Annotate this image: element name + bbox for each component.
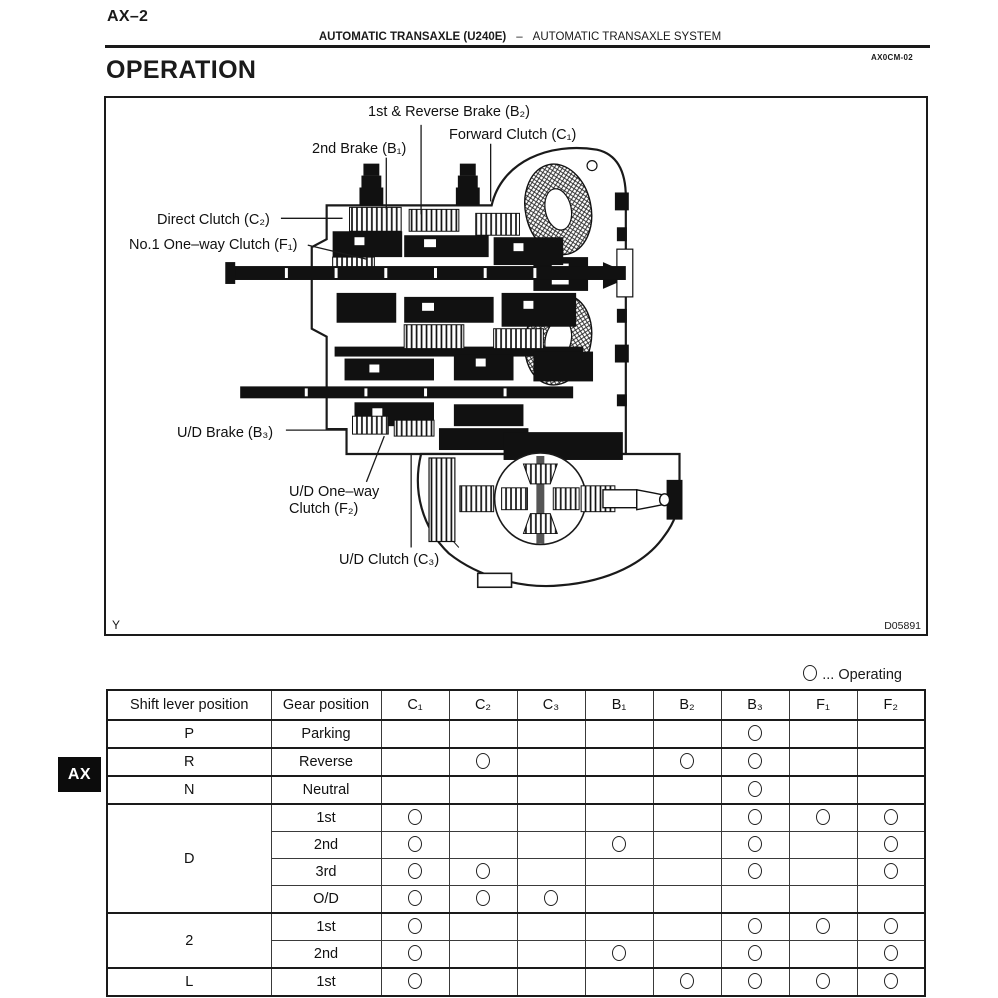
operating-cell (585, 776, 653, 804)
shift-lever-position-cell: P (107, 720, 271, 748)
gear-position-cell: Reverse (271, 748, 381, 776)
label-ud-clutch-c3: U/D Clutch (C₃) (339, 552, 440, 568)
operation-table (106, 689, 926, 997)
operating-cell (517, 720, 585, 748)
operating-circle (612, 945, 626, 961)
gear-position-cell: 1st (271, 913, 381, 941)
column-header: F₂ (857, 690, 925, 720)
header-rule (105, 45, 930, 48)
operating-cell (449, 886, 517, 914)
operating-circle (408, 945, 422, 961)
operating-cell (585, 941, 653, 969)
label-ud-one-way-clutch-f2-line2: Clutch (F₂) (289, 500, 359, 517)
operating-circle (612, 836, 626, 852)
gear-position-cell: 1st (271, 804, 381, 832)
figure-number: D05891 (884, 620, 921, 632)
gear-position-cell: 2nd (271, 941, 381, 969)
operating-circle (408, 918, 422, 934)
operating-circle (544, 890, 558, 906)
operating-cell (721, 968, 789, 996)
operating-circle (884, 809, 898, 825)
operating-circle (680, 753, 694, 769)
operating-cell (517, 832, 585, 859)
operating-cell (721, 748, 789, 776)
operating-cell (789, 804, 857, 832)
operating-cell (517, 913, 585, 941)
doc-code: AX0CM-02 (871, 53, 913, 62)
legend-text: ... Operating (822, 667, 902, 683)
shift-lever-position-cell: 2 (107, 913, 271, 968)
operating-circle (408, 973, 422, 989)
operating-cell (585, 832, 653, 859)
operating-circle (408, 863, 422, 879)
section-side-tab: AX (58, 757, 101, 792)
column-header: B₁ (585, 690, 653, 720)
column-header: C₃ (517, 690, 585, 720)
operating-cell (585, 804, 653, 832)
operating-cell (449, 913, 517, 941)
operating-cell (857, 886, 925, 914)
label-forward-clutch-c1: Forward Clutch (C₁) (449, 127, 577, 143)
operating-cell (585, 968, 653, 996)
operating-cell (517, 804, 585, 832)
gear-position-cell: 3rd (271, 859, 381, 886)
operating-circle (748, 836, 762, 852)
operating-circle (748, 945, 762, 961)
operating-cell (721, 941, 789, 969)
operating-cell (653, 913, 721, 941)
section-title: OPERATION (106, 56, 257, 84)
operating-cell (789, 941, 857, 969)
operating-circle (884, 945, 898, 961)
operating-cell (449, 968, 517, 996)
operating-circle (680, 973, 694, 989)
operating-circle (476, 890, 490, 906)
operating-circle (408, 809, 422, 825)
page-header (0, 31, 998, 43)
operating-circle (884, 863, 898, 879)
label-no1-one-way-clutch-f1: No.1 One–way Clutch (F₁) (129, 237, 298, 253)
operating-circle (476, 863, 490, 879)
operating-cell (653, 804, 721, 832)
column-header: Gear position (271, 690, 381, 720)
operating-cell (381, 913, 449, 941)
operating-cell (857, 913, 925, 941)
operating-circle (748, 781, 762, 797)
operating-cell (517, 748, 585, 776)
operating-cell (381, 859, 449, 886)
gear-position-cell: 2nd (271, 832, 381, 859)
operating-cell (653, 776, 721, 804)
figure-box (104, 96, 928, 636)
label-1st-reverse-brake-b2: 1st & Reverse Brake (B₂) (368, 104, 530, 120)
operating-cell (721, 720, 789, 748)
label-ud-one-way-clutch-f2 (289, 484, 379, 517)
operating-cell (857, 804, 925, 832)
operating-circle (884, 973, 898, 989)
operating-cell (585, 748, 653, 776)
operating-circle (816, 918, 830, 934)
operating-circle (884, 836, 898, 852)
operating-cell (449, 941, 517, 969)
operating-circle (884, 918, 898, 934)
operating-cell (517, 941, 585, 969)
operating-circle (748, 863, 762, 879)
operating-cell (789, 886, 857, 914)
operating-cell (449, 748, 517, 776)
shift-lever-position-cell: L (107, 968, 271, 996)
operating-cell (857, 832, 925, 859)
header-dash: – (516, 31, 523, 43)
operating-cell (449, 776, 517, 804)
label-ud-brake-b3: U/D Brake (B₃) (177, 425, 274, 441)
operating-cell (721, 886, 789, 914)
operating-cell (381, 886, 449, 914)
operating-cell (585, 886, 653, 914)
operating-cell (857, 968, 925, 996)
table-row (107, 748, 925, 776)
shift-lever-position-cell: D (107, 804, 271, 913)
header-title-right: AUTOMATIC TRANSAXLE SYSTEM (532, 31, 722, 43)
column-header: B₂ (653, 690, 721, 720)
label-2nd-brake-b1: 2nd Brake (B₁) (312, 141, 407, 157)
operating-cell (449, 859, 517, 886)
table-row (107, 720, 925, 748)
operating-circle (748, 753, 762, 769)
operating-cell (789, 968, 857, 996)
operating-cell (381, 804, 449, 832)
figure-corner-mark: Y (112, 618, 121, 632)
operating-cell (381, 941, 449, 969)
operating-circle (408, 836, 422, 852)
operating-cell (857, 776, 925, 804)
operating-cell (857, 720, 925, 748)
page-number: AX–2 (107, 8, 149, 25)
table-row (107, 913, 925, 941)
operating-cell (449, 832, 517, 859)
operating-circle-icon (803, 665, 817, 681)
operating-circle (748, 809, 762, 825)
operating-cell (381, 776, 449, 804)
operating-cell (857, 941, 925, 969)
operating-cell (721, 776, 789, 804)
operating-cell (517, 886, 585, 914)
operating-cell (653, 968, 721, 996)
operating-cell (789, 832, 857, 859)
operating-cell (653, 941, 721, 969)
operating-cell (653, 859, 721, 886)
operating-cell (789, 748, 857, 776)
operating-cell (653, 720, 721, 748)
gear-position-cell: O/D (271, 886, 381, 914)
gear-position-cell: 1st (271, 968, 381, 996)
label-ud-one-way-clutch-f2-line1: U/D One–way (289, 484, 380, 500)
operating-cell (517, 859, 585, 886)
operating-cell (857, 859, 925, 886)
operating-cell (381, 832, 449, 859)
table-legend (106, 665, 926, 683)
operating-cell (789, 859, 857, 886)
header-row (107, 690, 925, 720)
label-direct-clutch-c2: Direct Clutch (C₂) (157, 212, 270, 228)
operating-cell (857, 748, 925, 776)
gear-position-cell: Neutral (271, 776, 381, 804)
column-header: Shift lever position (107, 690, 271, 720)
operating-cell (585, 859, 653, 886)
shift-lever-position-cell: N (107, 776, 271, 804)
operating-cell (789, 913, 857, 941)
table-row (107, 776, 925, 804)
table-row (107, 804, 925, 832)
operating-cell (721, 832, 789, 859)
gear-position-cell: Parking (271, 720, 381, 748)
operating-cell (381, 968, 449, 996)
operating-cell (653, 886, 721, 914)
operating-circle (748, 918, 762, 934)
operating-cell (449, 804, 517, 832)
operating-cell (721, 804, 789, 832)
operating-cell (381, 748, 449, 776)
column-header: B₃ (721, 690, 789, 720)
shift-lever-position-cell: R (107, 748, 271, 776)
operating-circle (476, 753, 490, 769)
operating-cell (381, 720, 449, 748)
table-row (107, 968, 925, 996)
operating-cell (789, 720, 857, 748)
operating-cell (585, 913, 653, 941)
operating-cell (789, 776, 857, 804)
operating-cell (653, 748, 721, 776)
operating-cell (721, 859, 789, 886)
operating-cell (517, 968, 585, 996)
operating-cell (517, 776, 585, 804)
operating-circle (748, 725, 762, 741)
operating-cell (449, 720, 517, 748)
column-header: C₂ (449, 690, 517, 720)
transaxle-cross-section-diagram (106, 98, 926, 634)
column-header: F₁ (789, 690, 857, 720)
operating-circle (408, 890, 422, 906)
operating-circle (816, 809, 830, 825)
operating-circle (816, 973, 830, 989)
operating-cell (585, 720, 653, 748)
header-title-left: AUTOMATIC TRANSAXLE (U240E) (318, 31, 507, 43)
column-header: C₁ (381, 690, 449, 720)
operating-cell (653, 832, 721, 859)
operating-cell (721, 913, 789, 941)
operating-circle (748, 973, 762, 989)
